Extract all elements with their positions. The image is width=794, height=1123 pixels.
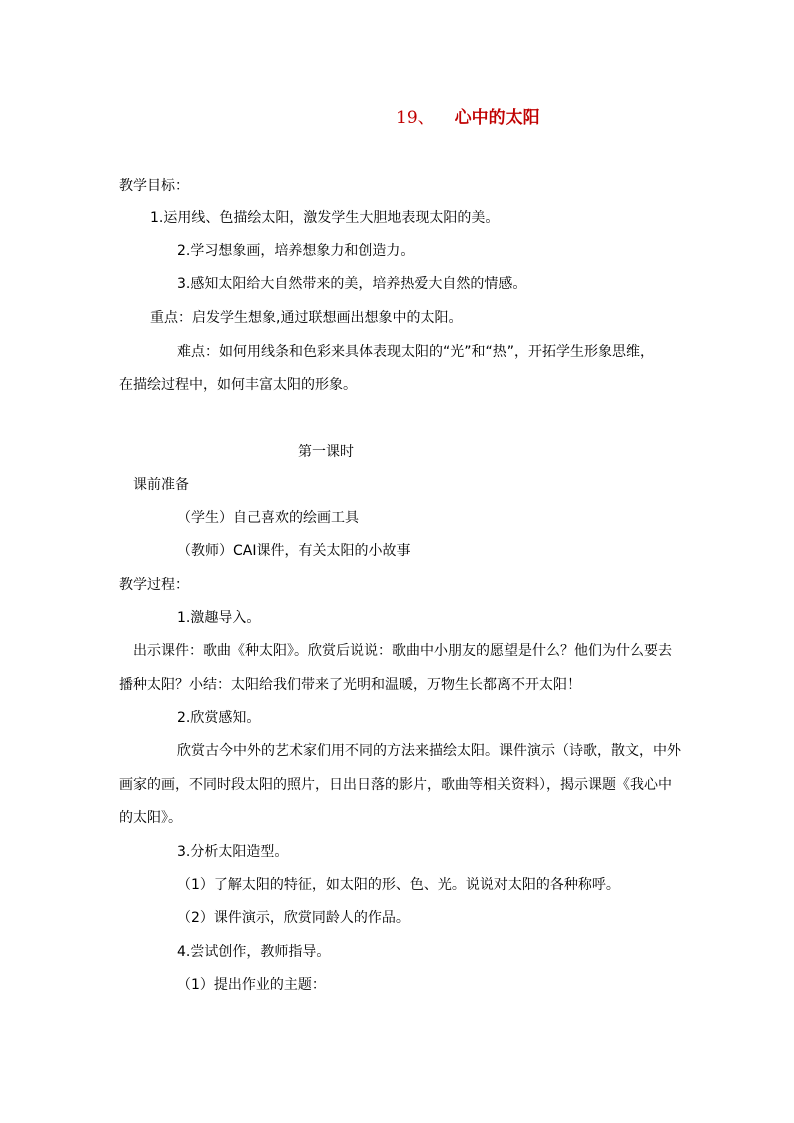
session-heading: 第一课时	[298, 444, 354, 460]
lesson-title-text: 心中的太阳	[454, 108, 540, 128]
goal-item-1: 1.运用线、色描绘太阳，激发学生大胆地表现太阳的美。	[150, 210, 500, 226]
step-2-text-line-2: 画家的画，不同时段太阳的照片，日出日落的影片，歌曲等相关资料），揭示课题《我心中	[119, 777, 672, 793]
step-4-item-1: （1）提出作业的主题：	[177, 977, 326, 993]
step-1-text-line-2: 播种太阳？小结：太阳给我们带来了光明和温暖，万物生长都离不开太阳！	[119, 677, 581, 693]
prep-teacher: （教师）CAI课件，有关太阳的小故事	[177, 543, 411, 559]
key-point: 重点：启发学生想象,通过联想画出想象中的太阳。	[150, 310, 463, 326]
step-1-text-line-1: 出示课件：歌曲《种太阳》。欣赏后说说：歌曲中小朋友的愿望是什么？他们为什么要去	[133, 643, 672, 659]
prep-heading: 课前准备	[133, 477, 189, 493]
step-2-text-line-1: 欣赏古今中外的艺术家们用不同的方法来描绘太阳。课件演示（诗歌，散文，中外	[177, 743, 681, 759]
lesson-number: 19、	[396, 108, 435, 128]
goal-item-2: 2.学习想象画，培养想象力和创造力。	[177, 243, 415, 259]
step-2-heading: 2.欣赏感知。	[177, 710, 261, 726]
difficulty-line-2: 在描绘过程中，如何丰富太阳的形象。	[119, 377, 357, 393]
process-heading: 教学过程：	[119, 577, 189, 593]
step-3-item-1: （1）了解太阳的特征，如太阳的形、色、光。说说对太阳的各种称呼。	[177, 877, 620, 893]
section-heading-goals: 教学目标：	[119, 178, 189, 194]
step-3-item-2: （2）课件演示，欣赏同龄人的作品。	[177, 910, 410, 926]
step-2-text-line-3: 的太阳》。	[119, 810, 182, 826]
lesson-title	[396, 106, 540, 130]
difficulty-line-1: 难点：如何用线条和色彩来具体表现太阳的“光”和“热”，开拓学生形象思维，	[177, 344, 655, 360]
step-1-heading: 1.激趣导入。	[177, 610, 261, 626]
prep-student: （学生）自己喜欢的绘画工具	[177, 510, 359, 526]
step-4-heading: 4.尝试创作，教师指导。	[177, 944, 331, 960]
goal-item-3: 3.感知太阳给大自然带来的美，培养热爱大自然的情感。	[177, 276, 527, 292]
step-3-heading: 3.分析太阳造型。	[177, 844, 289, 860]
